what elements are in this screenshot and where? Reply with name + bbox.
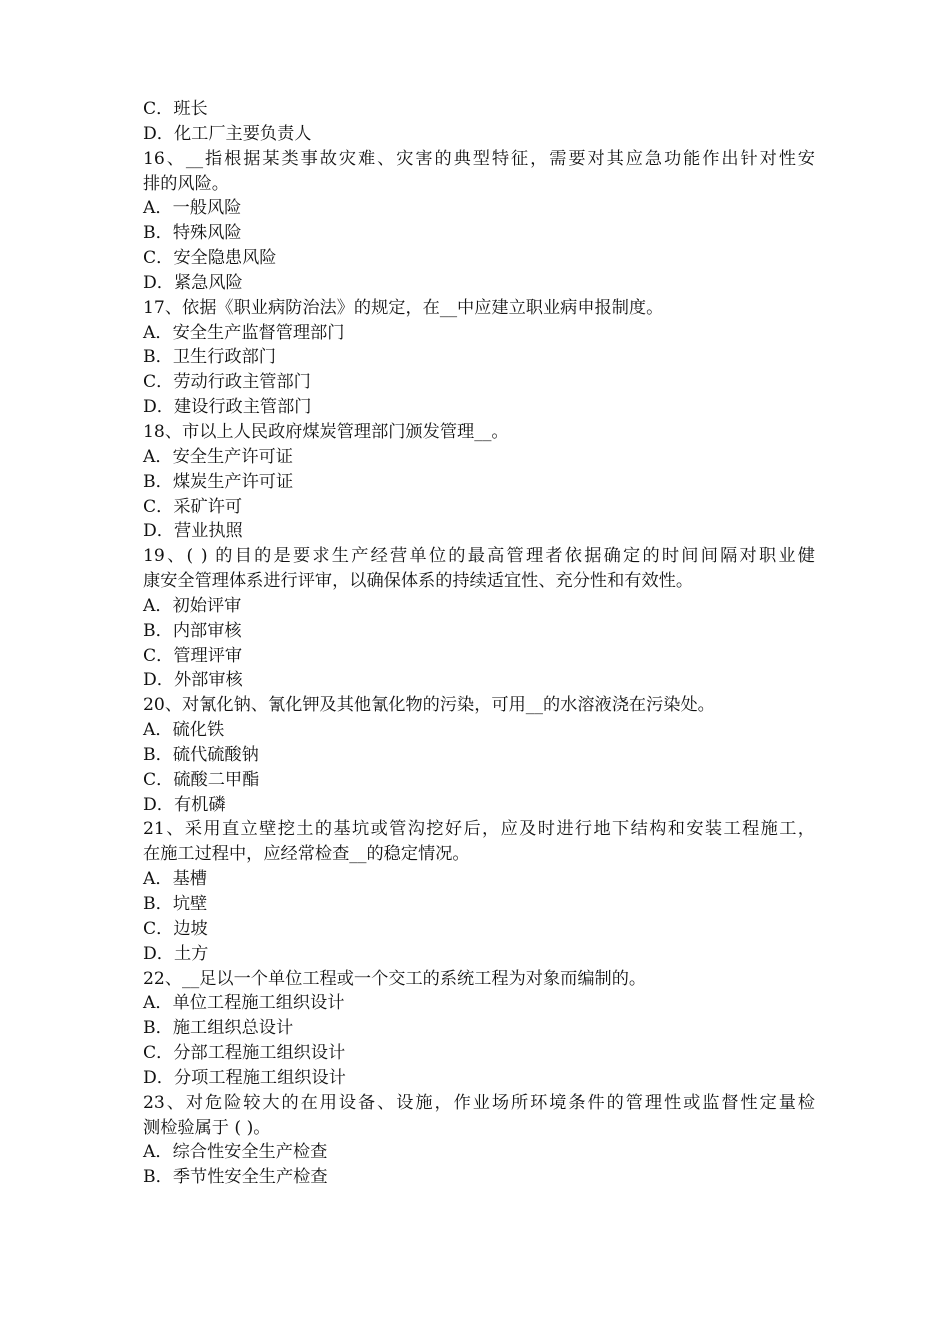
option-c-line: C．班长	[143, 99, 208, 119]
option-d-line: D．建设行政主管部门	[143, 397, 312, 418]
question-19-line-2: 康安全管理体系进行评审，以确保体系的持续适宜性、充分性和有效性。	[143, 571, 694, 592]
document-page	[143, 97, 815, 1190]
question-22-line: 22、__足以一个单位工程或一个交工的系统工程为对象而编制的。	[143, 968, 647, 989]
option-d-line: D．营业执照	[143, 521, 243, 542]
question-16-line-1: 16、__指根据某类事故灾难、灾害的典型特征，需要对其应急功能作出针对性安	[143, 148, 815, 169]
option-d-line: D．化工厂主要负责人	[143, 123, 312, 144]
option-c-line: C．劳动行政主管部门	[143, 372, 311, 393]
question-23-line-2: 测检验属于 ( )。	[143, 1117, 271, 1138]
question-17-line: 17、依据《职业病防治法》的规定，在__中应建立职业病申报制度。	[143, 297, 664, 318]
option-b-line: B．特殊风险	[143, 223, 242, 244]
question-21-line-1: 21、采用直立壁挖土的基坑或管沟挖好后，应及时进行地下结构和安装工程施工，	[143, 819, 815, 840]
question-21-line-2: 在施工过程中，应经常检查__的稳定情况。	[143, 844, 470, 865]
option-a-line: A．初始评审	[143, 595, 242, 616]
option-d-line: D．紧急风险	[143, 272, 243, 293]
option-a-line: A．硫化铁	[143, 720, 225, 741]
option-d-line: D．土方	[143, 943, 209, 964]
option-c-line: C．边坡	[143, 918, 208, 939]
option-a-line: A．单位工程施工组织设计	[143, 993, 345, 1014]
option-b-line: B．卫生行政部门	[143, 347, 276, 368]
option-c-line: C．管理评审	[143, 645, 243, 666]
question-18-line: 18、市以上人民政府煤炭管理部门颁发管理__。	[143, 421, 509, 442]
option-a-line: A．安全生产许可证	[143, 446, 293, 467]
option-a-line: A．基槽	[143, 869, 207, 890]
question-23-line-1: 23、对危险较大的在用设备、设施，作业场所环境条件的管理性或监督性定量检	[143, 1092, 815, 1113]
option-d-line: D．分项工程施工组织设计	[143, 1067, 346, 1088]
option-b-line: B．施工组织总设计	[143, 1018, 294, 1039]
question-20-line: 20、对氰化钠、氰化钾及其他氰化物的污染，可用__的水溶液浇在污染处。	[143, 695, 715, 716]
option-b-line: B．煤炭生产许可证	[143, 471, 294, 492]
option-c-line: C．硫酸二甲酯	[143, 769, 260, 790]
option-d-line: D．外部审核	[143, 670, 243, 691]
option-c-line: C．采矿许可	[143, 496, 243, 517]
option-c-line: C．安全隐患风险	[143, 248, 277, 269]
question-19-line-1: 19、( ) 的目的是要求生产经营单位的最高管理者依据确定的时间间隔对职业健	[143, 546, 815, 567]
question-16-line-2: 排的风险。	[143, 173, 229, 194]
option-a-line: A．综合性安全生产检查	[143, 1142, 328, 1163]
option-c-line: C．分部工程施工组织设计	[143, 1043, 346, 1064]
option-b-line: B．季节性安全生产检查	[143, 1167, 328, 1188]
option-a-line: A．安全生产监督管理部门	[143, 322, 345, 343]
option-b-line: B．坑壁	[143, 894, 208, 914]
option-d-line: D．有机磷	[143, 794, 226, 815]
option-b-line: B．硫代硫酸钠	[143, 744, 259, 765]
option-b-line: B．内部审核	[143, 620, 242, 641]
option-a-line: A．一般风险	[143, 198, 242, 219]
